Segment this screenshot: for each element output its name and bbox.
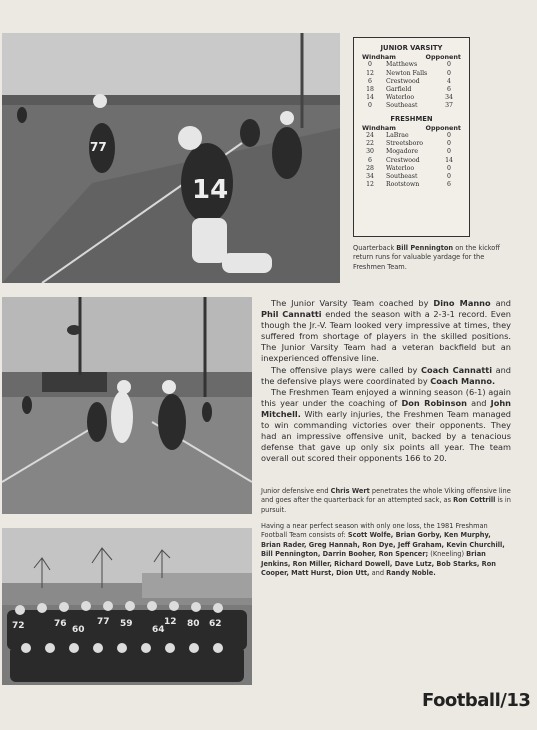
caption-name: Bill Pennington — [396, 244, 454, 252]
caption-text: (Kneeling) — [428, 550, 467, 559]
text: and — [466, 397, 491, 408]
jv-title: JUNIOR VARSITY — [380, 44, 443, 52]
fr-col-opponent: Opponent — [425, 123, 461, 132]
jv-results-list — [362, 61, 461, 110]
windham-score: 30 — [366, 148, 374, 156]
svg-text:76: 76 — [54, 619, 67, 629]
jv-col-windham: Windham — [362, 53, 396, 62]
svg-text:14: 14 — [192, 175, 229, 205]
opponent-team: Waterloo — [386, 94, 415, 102]
kickoff-caption — [353, 244, 511, 272]
caption-text: Quarterback — [353, 244, 397, 252]
opponent-team: LaBrae — [386, 132, 409, 140]
jv-result-row — [362, 94, 461, 102]
windham-score: 18 — [366, 86, 374, 94]
coach-name: Don Robinson — [401, 397, 467, 408]
jv-result-row — [362, 70, 461, 78]
jv-col-opponent: Opponent — [425, 53, 461, 62]
svg-text:59: 59 — [120, 619, 133, 629]
windham-score: 12 — [366, 69, 374, 77]
opponent-team: Mogadore — [386, 148, 419, 156]
page-folio: Football/13 — [422, 690, 531, 711]
windham-score: 14 — [366, 94, 374, 102]
caption-text: on the kickoff return runs for valuable yardage for the Freshmen Team. — [353, 244, 500, 271]
caption-names: Scott Wolfe, Brian Gorby, Ken Murphy, Brian Rader, Greg Hannah, Ron Dye, Jeff Graham, Kevin Churchill, Bill Pennington, Darrin Booher, Ron Spencer; — [261, 531, 505, 559]
caption-names: Randy Noble. — [386, 569, 436, 578]
opponent-score: 0 — [447, 61, 451, 69]
team-photo-caption — [261, 522, 511, 578]
fr-result-row — [362, 157, 461, 165]
opponent-team: Rootstown — [386, 181, 420, 189]
opponent-score: 14 — [445, 156, 453, 164]
jv-header — [362, 53, 461, 61]
opponent-team: Crestwood — [386, 156, 420, 164]
coach-name: Coach Cannatti — [420, 364, 492, 375]
coach-name: Coach Manno. — [430, 375, 496, 386]
fr-col-windham: Windham — [362, 123, 396, 132]
fr-header — [362, 124, 461, 132]
opponent-score: 37 — [445, 102, 453, 110]
svg-text:62: 62 — [209, 619, 222, 629]
paragraph-coaching — [261, 365, 511, 387]
fr-results-list — [362, 132, 461, 189]
svg-text:60: 60 — [72, 625, 85, 635]
svg-text:77: 77 — [90, 140, 107, 154]
opponent-team: Streetsboro — [386, 140, 424, 148]
text: The Junior Varsity Team coached by — [271, 298, 434, 308]
windham-score: 28 — [366, 164, 374, 172]
opponent-score: 6 — [447, 86, 451, 94]
opponent-team: Matthews — [386, 61, 418, 69]
text: and — [490, 298, 511, 308]
coach-name: Dino Manno — [433, 298, 491, 308]
opponent-score: 34 — [445, 94, 453, 102]
caption-names: Brian Jenkins, Ron Miller, Richard Dowell, Dave Lutz, Bob Starks, Ron Cooper, Matt Hurst, Dion Utt, — [261, 550, 496, 578]
paragraph-freshmen — [261, 387, 511, 465]
opponent-team: Newton Falls — [386, 69, 428, 77]
windham-score: 0 — [368, 61, 372, 69]
coach-name: Phil Cannatti — [261, 309, 322, 320]
opponent-team: Southeast — [386, 102, 418, 110]
fr-result-row — [362, 181, 461, 189]
caption-text: penetrates the whole Viking offensive line and goes after the quarterback for an attempted sack, as — [261, 487, 511, 505]
opponent-team: Southeast — [386, 173, 418, 181]
text: The Freshmen Team enjoyed a winning season (6-1) again this year under the coaching of — [261, 386, 511, 408]
season-results-box — [353, 37, 470, 237]
windham-score: 24 — [366, 132, 374, 140]
opponent-score: 6 — [447, 181, 451, 189]
windham-score: 0 — [368, 102, 372, 110]
caption-name: Chris Wert — [330, 487, 370, 495]
article-body — [261, 298, 511, 464]
caption-name: Ron Cottrill — [453, 496, 496, 505]
svg-text:64: 64 — [152, 625, 165, 635]
opponent-team: Crestwood — [386, 77, 420, 85]
text: The offensive plays were called by — [271, 364, 421, 375]
opponent-score: 0 — [447, 69, 451, 77]
svg-text:77: 77 — [97, 617, 110, 627]
fr-title: FRESHMEN — [390, 114, 433, 123]
fr-result-row — [362, 132, 461, 140]
opponent-score: 0 — [447, 173, 451, 181]
defensive-end-caption — [261, 487, 511, 515]
caption-text: and — [369, 569, 387, 578]
svg-text:80: 80 — [187, 619, 200, 629]
opponent-score: 4 — [447, 77, 451, 85]
caption-text: Having a near perfect season with only one loss, the 1981 Freshman Football Team consists of: — [261, 522, 488, 540]
freshman-team-photo — [2, 528, 252, 685]
caption-text: Junior defensive end — [261, 487, 331, 495]
text: ended the season with a 2-3-1 record. Even though the Jr.-V. Team looked very impressive at times, they suffered from shortage of players in the skilled positions. The Junior Varsity Team had a veteran backfield but an inexperienced offensive line. — [261, 309, 511, 364]
jv-result-row — [362, 102, 461, 110]
fr-result-row — [362, 140, 461, 148]
fr-result-row — [362, 165, 461, 173]
jv-result-row — [362, 61, 461, 69]
windham-score: 22 — [366, 140, 374, 148]
text: With early injuries, the Freshmen Team managed to win commanding victories over their opponents. They had an impressive offensive unit, backed by a tenacious defense that gave up only six points all year. The team overall out scored their opponents 166 to 20. — [261, 408, 511, 464]
opponent-score: 0 — [447, 140, 451, 148]
kickoff-return-photo — [2, 33, 340, 283]
windham-score: 12 — [366, 181, 374, 189]
defensive-end-photo — [2, 297, 252, 514]
fr-result-row — [362, 148, 461, 156]
opponent-team: Waterloo — [386, 164, 415, 172]
paragraph-jv — [261, 298, 511, 365]
opponent-team: Garfield — [386, 86, 412, 94]
windham-score: 6 — [368, 156, 372, 164]
opponent-score: 0 — [447, 148, 451, 156]
svg-text:12: 12 — [164, 617, 177, 627]
caption-text: is in pursuit. — [261, 496, 511, 514]
fr-result-row — [362, 173, 461, 181]
opponent-score: 0 — [447, 132, 451, 140]
svg-text:72: 72 — [12, 621, 25, 631]
windham-score: 6 — [368, 77, 372, 85]
coach-name: John Mitchell. — [261, 397, 512, 419]
jv-result-row — [362, 86, 461, 94]
opponent-score: 0 — [447, 164, 451, 172]
jv-result-row — [362, 78, 461, 86]
windham-score: 34 — [366, 173, 374, 181]
text: and the defensive plays were coordinated by — [261, 364, 511, 386]
